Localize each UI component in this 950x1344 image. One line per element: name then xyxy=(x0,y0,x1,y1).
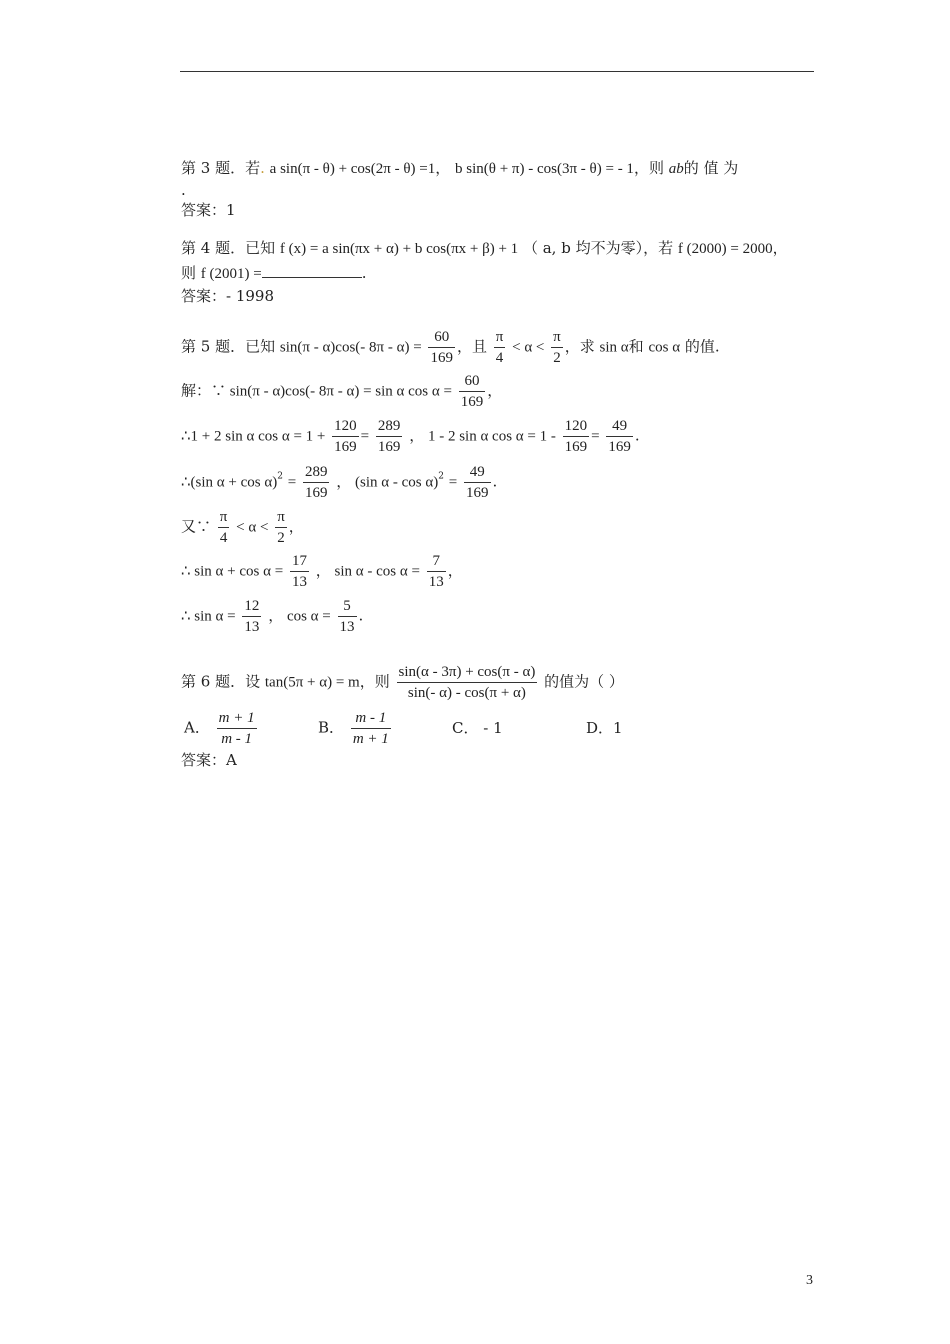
fraction: $\frac{\pi}{2}$ xyxy=(553,329,561,366)
fraction: $\frac{5}{13}$ xyxy=(339,598,355,635)
marker-dot: . xyxy=(260,159,265,177)
q4-then: 则 xyxy=(181,264,197,282)
superscript: 2 xyxy=(277,471,283,482)
sol3-text-b: ， (sin α - cos α) xyxy=(336,474,439,491)
q6-option-a xyxy=(184,709,259,748)
sol5-text-b: ， sin α - cos α = xyxy=(315,563,420,580)
fraction: $\frac{60}{169}$ xyxy=(460,373,484,410)
answer-blank xyxy=(262,263,362,278)
q4-comma: ， xyxy=(772,239,788,257)
sol2-text: ∴1 + 2 sin α cos α = 1 + xyxy=(181,428,326,445)
fraction: $\frac{7}{13}$ xyxy=(428,553,444,590)
q5-lt: < α < xyxy=(512,339,545,356)
sol2-text-b: ， 1 - 2 sin α cos α = 1 - xyxy=(409,428,556,445)
q6-option-d: D．1 xyxy=(586,719,623,737)
q3-expr1: a sin(π - θ) + cos(2π - θ) =1 xyxy=(269,161,436,177)
fraction: $\frac{\pi}{4}$ xyxy=(495,329,504,366)
header-rule xyxy=(180,71,814,72)
fraction: $\frac{60}{169}$ xyxy=(430,329,453,366)
q3-ab: ab xyxy=(668,161,684,177)
q4-cond: （ a, b 均不为零），若 xyxy=(522,239,674,257)
q4-label: 第 4 题．已知 xyxy=(181,239,276,257)
q6-answer: 答案：A xyxy=(181,751,237,769)
fraction: $\frac{12}{13}$ xyxy=(244,598,260,635)
fraction: $\frac{m + 1}{m - 1}$ xyxy=(218,710,255,747)
fraction: $\frac{49}{169}$ xyxy=(608,418,631,455)
q5-sol5 xyxy=(181,552,463,591)
q5-label: 第 5 题．已知 xyxy=(181,337,276,356)
q6-given: tan(5π + α) = m xyxy=(264,674,360,691)
q3-sep: ， xyxy=(435,159,451,177)
sol6-text: ∴ sin α = xyxy=(181,608,236,625)
q4-expr: f (x) = a sin(πx + α) + b cos(πx + β) + 1 xyxy=(279,241,519,257)
fraction: $\frac{289}{169}$ xyxy=(304,464,328,501)
q4-line xyxy=(181,239,788,258)
fraction: $\frac{120}{169}$ xyxy=(334,418,357,455)
fraction: $\frac{\pi}{2}$ xyxy=(277,509,285,546)
q3-expr2: b sin(θ + π) - cos(3π - θ) = - 1 xyxy=(455,161,634,177)
option-b-label: B． xyxy=(318,718,345,737)
fraction: $\frac{m - 1}{m + 1}$ xyxy=(352,710,389,747)
q5-tail: 的值. xyxy=(684,337,720,356)
q5-mid: ，且 xyxy=(456,337,487,356)
q3-tail: ，则 xyxy=(633,159,664,177)
q4-line2 xyxy=(181,263,367,283)
sol5-comma: ， xyxy=(447,561,463,580)
q5-and: 和 xyxy=(628,337,644,356)
q4-period: . xyxy=(361,264,367,282)
page-number: 3 xyxy=(806,1273,813,1288)
fraction: $\frac{\sin(\alpha - 3\pi) + \cos(\pi - \alpha)}{\sin(- \alpha) - \cos(\pi + \alpha)}$ xyxy=(398,664,536,701)
equals: = xyxy=(448,474,458,491)
sol4-comma: ， xyxy=(288,517,304,536)
q4-ask: f (2001) = xyxy=(200,266,262,282)
period: . xyxy=(634,426,640,445)
q5-expr: sin(π - α)cos(- 8π - α) = xyxy=(279,339,422,356)
fraction: $\frac{120}{169}$ xyxy=(564,418,588,455)
q5-sin: sin α xyxy=(599,339,629,356)
sol1-comma: ， xyxy=(487,381,503,400)
sol6-text-b: ， cos α = xyxy=(268,608,331,625)
q5-sol3 xyxy=(181,463,497,502)
equals: = xyxy=(591,428,600,445)
fraction: $\frac{289}{169}$ xyxy=(377,418,401,455)
q5-lt: < α < xyxy=(236,519,269,536)
q5-sol1 xyxy=(181,372,502,411)
option-a-label: A． xyxy=(184,718,210,737)
q6-ask: 的值为（ ） xyxy=(544,672,624,691)
fraction: $\frac{17}{13}$ xyxy=(291,553,307,590)
q5-ask: ，求 xyxy=(564,337,595,356)
q6-line xyxy=(181,663,624,702)
q6-then: ，则 xyxy=(359,672,390,691)
equals: = xyxy=(360,428,370,445)
q5-sol4 xyxy=(181,508,304,547)
sol3-text: ∴(sin α + cos α) xyxy=(181,474,278,491)
q5-sol2 xyxy=(181,417,640,456)
q6-label: 第 6 题．设 xyxy=(181,672,261,691)
q3-line xyxy=(181,159,738,178)
q3-label: 第 3 题．若 xyxy=(181,159,261,177)
period: . xyxy=(358,606,364,625)
q5-line xyxy=(181,328,720,367)
period: . xyxy=(492,472,498,491)
sol1-text: 解：∵ sin(π - α)cos(- 8π - α) = sin α cos α = xyxy=(181,383,452,400)
q6-option-c: C． - 1 xyxy=(452,719,503,737)
sol4-text: 又∵ xyxy=(181,517,212,536)
q5-cos: cos α xyxy=(648,339,681,356)
q3-ask: 的 值 为 xyxy=(683,159,739,177)
q5-sol6 xyxy=(181,597,363,636)
equals: = xyxy=(287,474,297,491)
q3-cont: . xyxy=(181,181,186,199)
q6-option-b xyxy=(318,709,393,748)
sol5-text: ∴ sin α + cos α = xyxy=(181,563,284,580)
fraction: $\frac{\pi}{4}$ xyxy=(219,509,228,546)
q3-answer: 答案：1 xyxy=(181,201,236,219)
q4-answer: 答案：- 1998 xyxy=(181,287,275,305)
superscript: 2 xyxy=(438,471,444,482)
fraction: $\frac{49}{169}$ xyxy=(466,464,489,501)
q4-given: f (2000) = 2000 xyxy=(677,241,773,257)
